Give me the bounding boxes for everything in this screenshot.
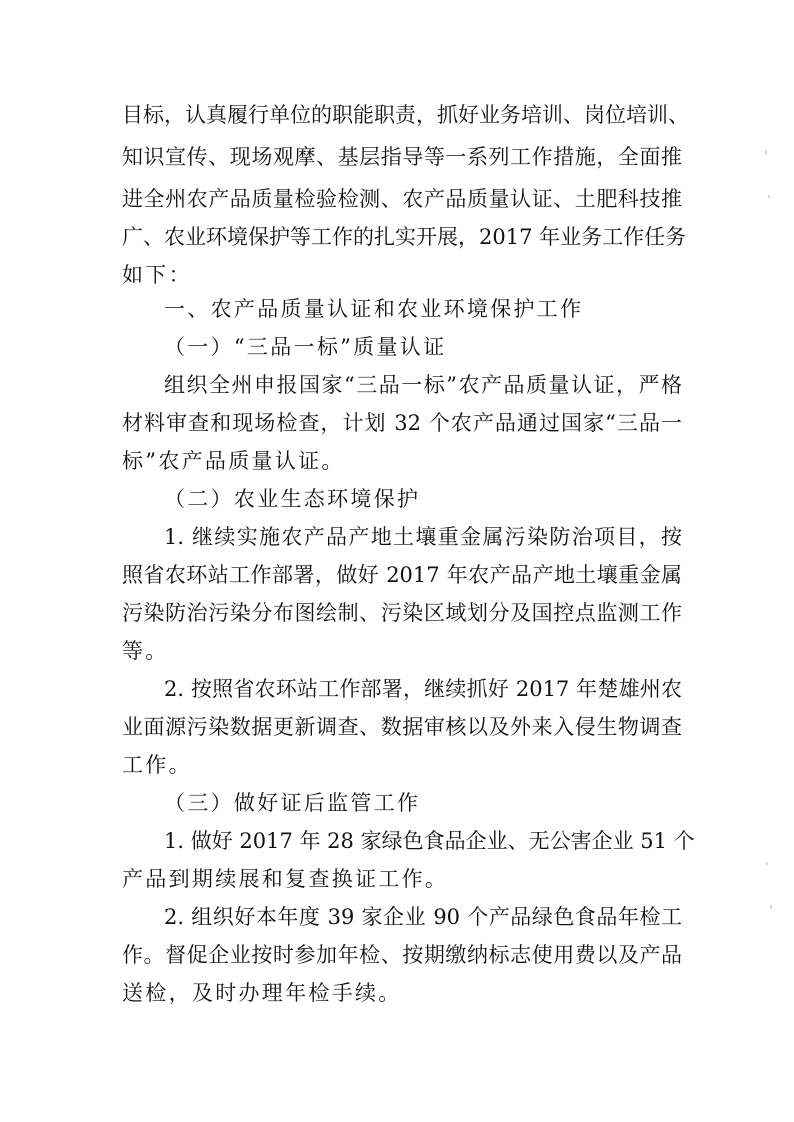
item-2-line-1: 2. 按照省农环站工作部署，继续抓好 2017 年楚雄州农	[164, 677, 682, 701]
item-3-line-1: 1. 做好 2017 年 28 家绿色食品企业、无公害企业 51 个	[164, 829, 695, 853]
paragraph-intro-line-5: 如下：	[122, 263, 192, 287]
item-2-line-2: 业面源污染数据更新调查、数据审核以及外来入侵生物调查	[122, 715, 682, 739]
subsection-heading-2: （二）农业生态环境保护	[164, 487, 421, 511]
item-4-line-1: 2. 组织好本年度 39 家企业 90 个产品绿色食品年检工	[164, 905, 682, 929]
item-2-line-3: 工作。	[122, 753, 192, 777]
paragraph-intro-line-2: 知识宣传、现场观摩、基层指导等一系列工作措施，全面推	[122, 145, 682, 169]
paragraph-intro-line-1: 目标，认真履行单位的职能职责，抓好业务培训、岗位培训、	[122, 103, 689, 127]
scan-speck	[770, 905, 772, 909]
paragraph-certification-line-3: 标”农产品质量认证。	[122, 449, 345, 473]
item-1-line-2: 照省农环站工作部署，做好 2017 年农产品产地土壤重金属	[122, 563, 682, 587]
paragraph-intro-line-4: 广、农业环境保护等工作的扎实开展，2017 年业务工作任务	[122, 225, 687, 249]
subsection-heading-3: （三）做好证后监管工作	[164, 791, 421, 815]
section-heading-1: 一、农产品质量认证和农业环境保护工作	[164, 297, 584, 321]
paragraph-certification-line-1: 组织全州申报国家“三品一标”农产品质量认证，严格	[164, 373, 682, 397]
subsection-heading-1: （一）“三品一标”质量认证	[164, 335, 447, 359]
item-1-line-4: 等。	[122, 639, 169, 663]
item-4-line-3: 送检，及时办理年检手续。	[122, 981, 402, 1005]
scan-speck	[765, 150, 767, 155]
item-1-line-1: 1. 继续实施农产品产地土壤重金属污染防治项目，按	[164, 525, 682, 549]
paragraph-certification-line-2: 材料审查和现场检查，计划 32 个农产品通过国家“三品一	[122, 411, 682, 435]
paragraph-intro-line-3: 进全州农产品质量检验检测、农产品质量认证、土肥科技推	[122, 187, 682, 211]
item-3-line-2: 产品到期续展和复查换证工作。	[122, 867, 449, 891]
item-4-line-2: 作。督促企业按时参加年检、按期缴纳标志使用费以及产品	[122, 943, 682, 967]
scan-speck	[766, 862, 768, 865]
scan-speck	[768, 195, 770, 198]
item-1-line-3: 污染防治污染分布图绘制、污染区域划分及国控点监测工作	[122, 601, 682, 625]
